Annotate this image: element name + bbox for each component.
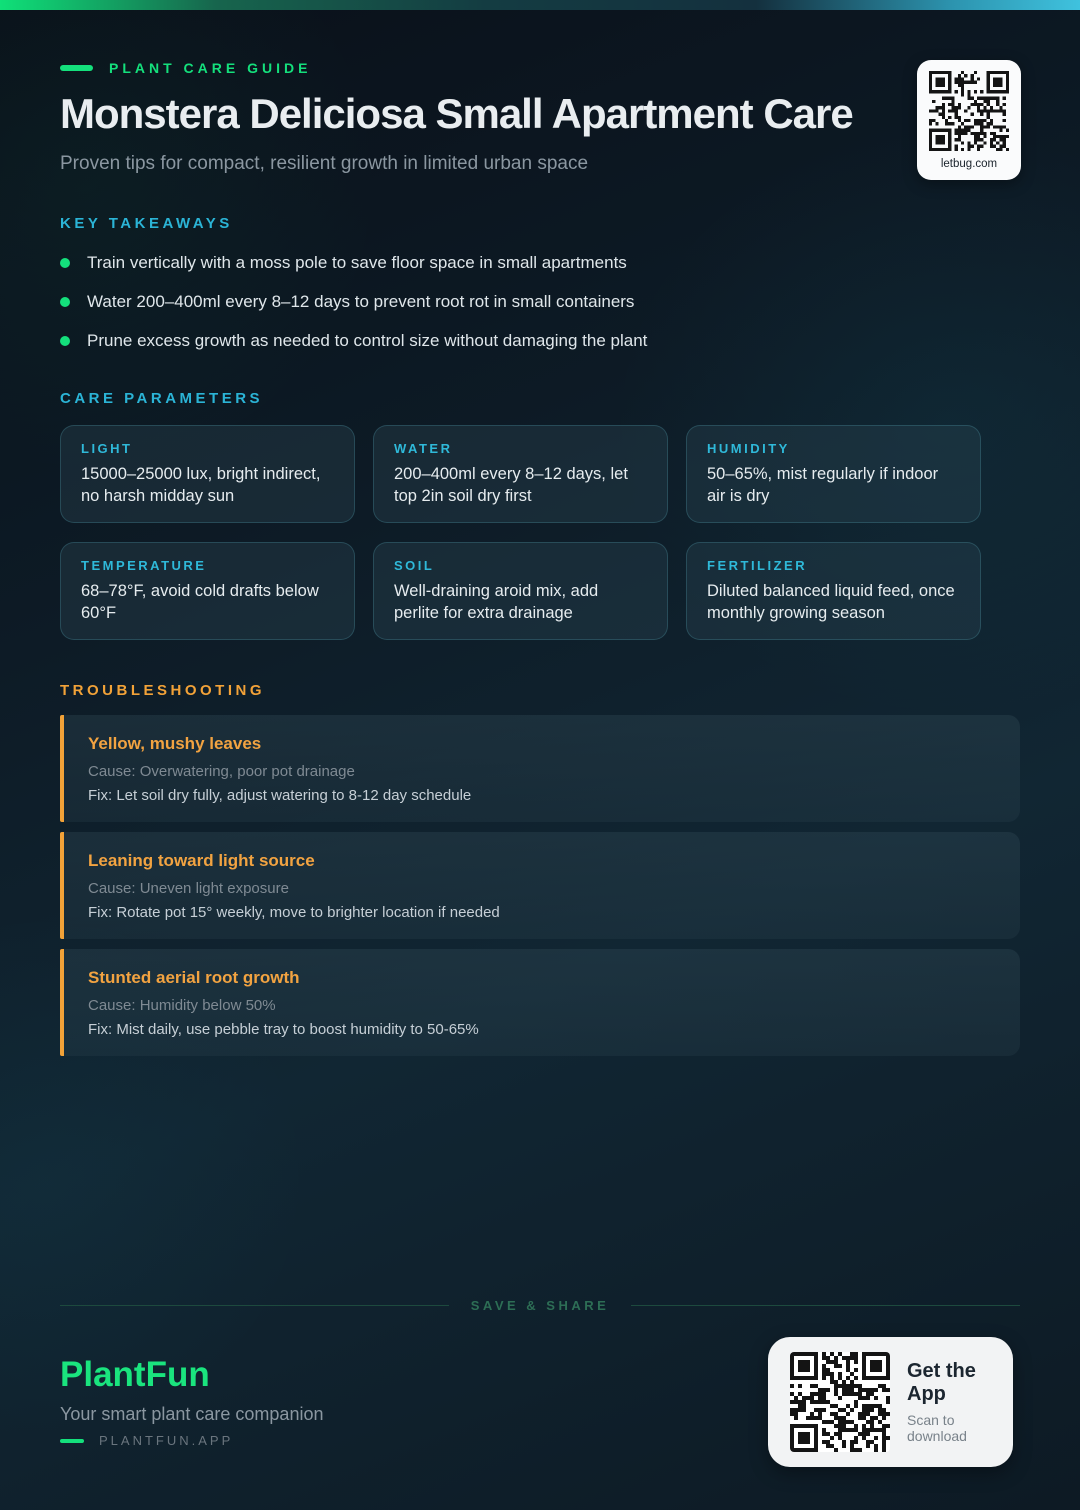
takeaway-text: Water 200–400ml every 8–12 days to prevent root rot in small containers (87, 291, 635, 311)
param-card-light (60, 425, 355, 523)
trouble-fix: Fix: Mist daily, use pebble tray to boost humidity to 50-65% (88, 1021, 479, 1038)
param-label: HUMIDITY (707, 441, 790, 456)
brand-logo-text: PlantFun (60, 1355, 210, 1394)
divider-line (631, 1305, 1020, 1306)
qr-code-icon (790, 1352, 890, 1452)
trouble-title: Leaning toward light source (88, 851, 315, 870)
trouble-title: Stunted aerial root growth (88, 968, 300, 987)
takeaway-text: Train vertically with a moss pole to save floor space in small apartments (87, 252, 627, 272)
troubleshooting-heading: TROUBLESHOOTING (60, 682, 265, 699)
key-takeaways-list (60, 252, 647, 369)
site-url-label: PLANTFUN.APP (99, 1433, 234, 1448)
takeaway-item (60, 291, 647, 312)
get-app-title: Get the App (907, 1360, 976, 1405)
param-card-soil (373, 542, 668, 640)
troubleshooting-list (60, 715, 1020, 1066)
key-takeaways-heading: KEY TAKEAWAYS (60, 215, 233, 232)
param-text: Diluted balanced liquid feed, once monthly growing season (707, 582, 955, 622)
get-app-texts (907, 1360, 1013, 1444)
brand-tagline: Your smart plant care companion (60, 1404, 324, 1424)
bullet-dot-icon (60, 258, 70, 268)
kicker-dash (60, 65, 93, 71)
trouble-title: Yellow, mushy leaves (88, 734, 262, 753)
get-app-subtitle: Scan to download (907, 1412, 967, 1444)
bullet-dot-icon (60, 336, 70, 346)
param-label: LIGHT (81, 441, 133, 456)
takeaway-text: Prune excess growth as needed to control size without damaging the plant (87, 330, 648, 350)
param-card-fertilizer (686, 542, 981, 640)
header-qr-label: letbug.com (940, 158, 998, 170)
param-card-water (373, 425, 668, 523)
bullet-dot-icon (60, 297, 70, 307)
param-label: WATER (394, 441, 453, 456)
care-parameters-heading: CARE PARAMETERS (60, 390, 264, 407)
param-text: 200–400ml every 8–12 days, let top 2in soil dry first (394, 465, 628, 505)
param-label: TEMPERATURE (81, 558, 207, 573)
site-dash (60, 1439, 84, 1443)
param-text: Well-draining aroid mix, add perlite for extra drainage (394, 582, 599, 622)
save-share-label: SAVE & SHARE (470, 1298, 610, 1313)
qr-code-icon (929, 71, 1009, 151)
trouble-cause: Cause: Overwatering, poor pot drainage (88, 763, 355, 780)
save-share-divider (60, 1298, 1020, 1313)
param-card-temperature (60, 542, 355, 640)
site-row (60, 1433, 233, 1448)
header-qr-card (917, 60, 1021, 180)
param-text: 50–65%, mist regularly if indoor air is dry (707, 465, 939, 505)
trouble-card-stunted-roots (60, 949, 1020, 1056)
param-label: FERTILIZER (707, 558, 808, 573)
accent-gradient-bar (0, 0, 1080, 10)
care-parameters-grid (60, 425, 982, 640)
page-title: Monstera Deliciosa Small Apartment Care (60, 90, 853, 137)
takeaway-item (60, 330, 647, 351)
get-app-card (768, 1337, 1013, 1467)
trouble-fix: Fix: Rotate pot 15° weekly, move to brighter location if needed (88, 904, 500, 921)
kicker-label: PLANT CARE GUIDE (109, 60, 312, 76)
trouble-card-yellow-leaves (60, 715, 1020, 822)
trouble-fix: Fix: Let soil dry fully, adjust watering to 8-12 day schedule (88, 787, 472, 804)
param-label: SOIL (394, 558, 435, 573)
kicker (60, 60, 311, 76)
trouble-cause: Cause: Humidity below 50% (88, 997, 276, 1014)
param-text: 68–78°F, avoid cold drafts below 60°F (81, 582, 319, 622)
page-subtitle: Proven tips for compact, resilient growth in limited urban space (60, 153, 589, 174)
trouble-card-leaning (60, 832, 1020, 939)
divider-line (60, 1305, 449, 1306)
param-text: 15000–25000 lux, bright indirect, no harsh midday sun (81, 465, 321, 505)
takeaway-item (60, 252, 647, 273)
param-card-humidity (686, 425, 981, 523)
trouble-cause: Cause: Uneven light exposure (88, 880, 289, 897)
